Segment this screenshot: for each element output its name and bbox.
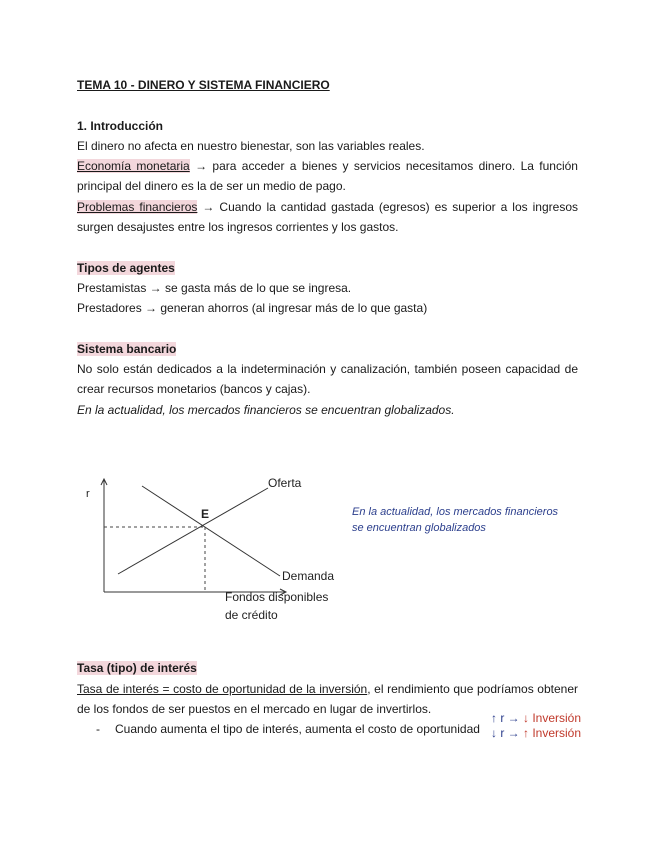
bank-heading: Sistema bancario — [77, 342, 177, 356]
intro-line-2: Economía monetaria → para acceder a bienes y servicios necesitamos dinero. La función — [77, 159, 578, 173]
diagram-note-2: se encuentran globalizados — [352, 522, 486, 534]
term-problemas-financieros: Problemas financieros — [77, 200, 198, 214]
bank-line-1: No solo están dedicados a la indeterminación y canalización, también poseen capacidad de — [77, 362, 578, 376]
agents-line-1: Prestamistas → se gasta más de lo que se ingresa. — [77, 281, 352, 295]
intro-heading: 1. Introducción — [77, 119, 164, 133]
intro-line-4: Problemas financieros → Cuando la cantidad gastada (egresos) es superior a los ingresos — [77, 200, 578, 214]
demand-label: Demanda — [282, 569, 335, 583]
x-axis-label-2: de crédito — [225, 608, 278, 622]
interest-line-2: de los fondos de ser puestos en el mercado en lugar de invertirlos. — [77, 702, 432, 716]
demand-line — [142, 486, 280, 576]
supply-label: Oferta — [268, 476, 302, 490]
supply-line — [118, 488, 268, 574]
bullet-dash: - — [96, 722, 100, 736]
arrow-row-1: ↑ r → ↓ Inversión — [491, 711, 582, 725]
arrow-row-2: ↓ r → ↑ Inversión — [491, 726, 582, 740]
interest-bullet: Cuando aumenta el tipo de interés, aumenta el costo de oportunidad — [115, 722, 480, 736]
interest-heading: Tasa (tipo) de interés — [77, 661, 197, 675]
bank-line-3: En la actualidad, los mercados financieros se encuentran globalizados. — [77, 403, 455, 417]
bank-line-2: crear recursos monetarios (bancos y cajas). — [77, 382, 311, 396]
agents-line-2: Prestadores → generan ahorros (al ingresar más de lo que gasta) — [77, 301, 428, 315]
supply-demand-diagram — [0, 460, 655, 660]
interest-line-1: Tasa de interés = costo de oportunidad de la inversión, el rendimiento que podríamos obtener — [77, 682, 578, 696]
diagram-note-1: En la actualidad, los mercados financieros — [352, 506, 559, 518]
interest-definition: Tasa de interés = costo de oportunidad de la inversión — [77, 682, 368, 696]
equilibrium-label: E — [201, 507, 210, 521]
term-economia-monetaria: Economía monetaria — [77, 159, 190, 173]
x-axis-label-1: Fondos disponibles — [225, 590, 329, 604]
y-axis-label: r — [86, 488, 90, 500]
agents-heading: Tipos de agentes — [77, 261, 175, 275]
page-title: TEMA 10 - DINERO Y SISTEMA FINANCIERO — [77, 78, 330, 92]
intro-line-1: El dinero no afecta en nuestro bienestar, son las variables reales. — [77, 139, 425, 153]
intro-line-5: surgen desajustes entre los ingresos corrientes y los gastos. — [77, 220, 399, 234]
intro-line-3: principal del dinero es la de ser un medio de pago. — [77, 179, 346, 193]
